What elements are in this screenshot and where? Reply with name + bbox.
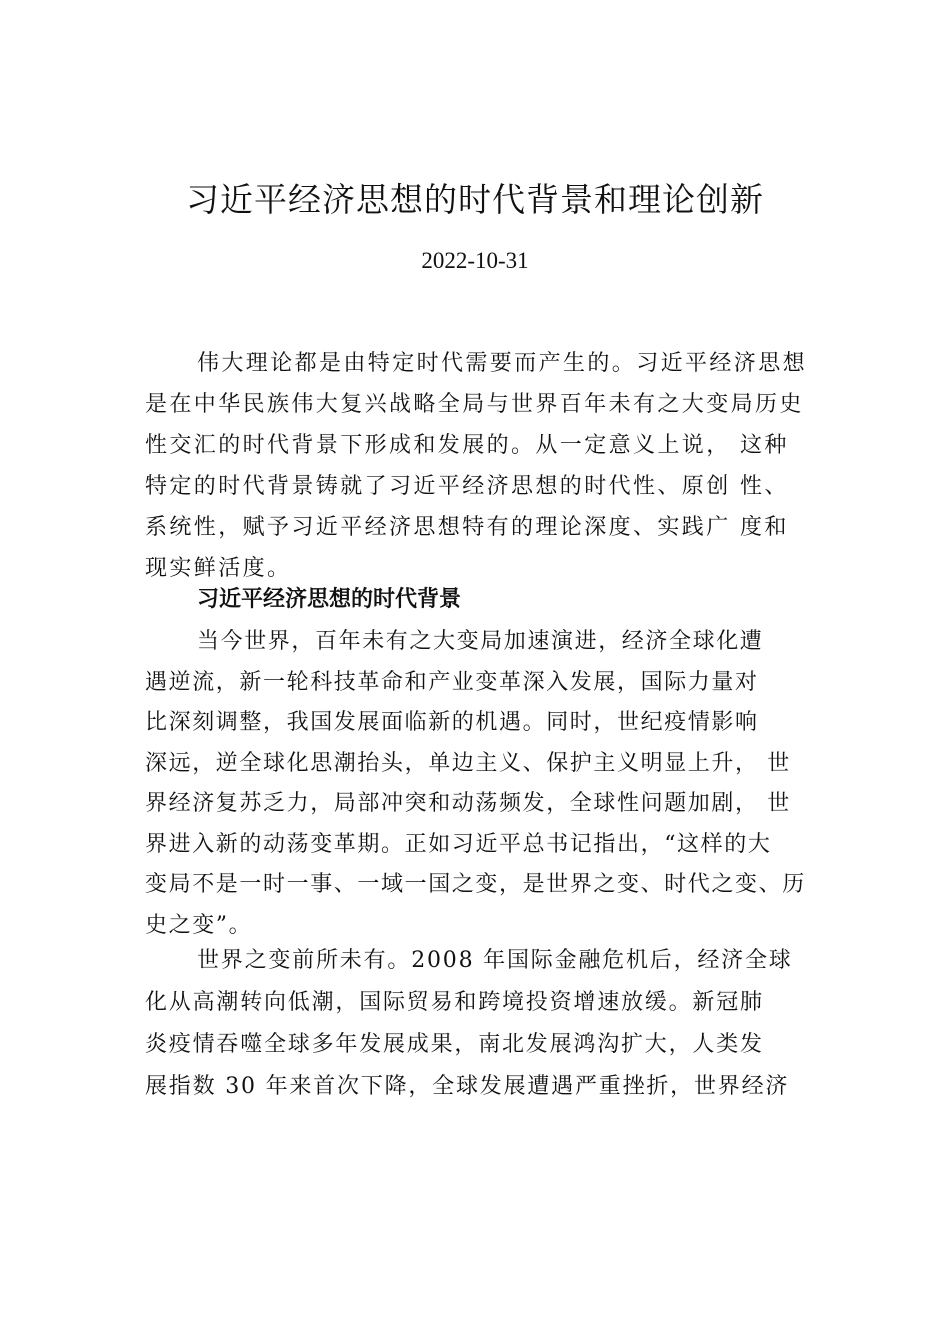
paragraph-line: 当今世界，百年未有之大变局加速演进，经济全球化遭 [197,629,764,654]
paragraph-line: 变局不是一时一事、一域一国之变，是世界之变、时代之变、历 [145,872,806,897]
paragraph-line: 伟大理论都是由特定时代需要而产生的。习近平经济思想 [197,351,808,376]
paragraph-line: 展指数 30 年来首次下降，全球发展遭遇严重挫折，世界经济 [145,1074,790,1099]
paragraph-line: 界进入新的动荡变革期。正如习近平总书记指出，“这样的大 [145,831,772,857]
paragraph-world-change [145,940,813,1108]
paragraph-line: 是在中华民族伟大复兴战略全局与世界百年未有之大变局历史 [145,392,804,417]
paragraph-line: 化从高潮转向低潮，国际贸易和跨境投资增速放缓。新冠肺 [145,990,764,1015]
paragraph-line: 特定的时代背景铸就了习近平经济思想的时代性、原创 性、 [145,474,789,499]
section-heading: 习近平经济思想的时代背景 [197,587,462,612]
paragraph-line: 深远，逆全球化思潮抬头，单边主义、保护主义明显上升， 世 [145,750,791,776]
paragraph-line: 性交汇的时代背景下形成和发展的。从一定意义上说， 这种 [145,433,789,458]
paragraph-line: 现实鲜活度。 [145,556,292,581]
paragraph-line: 比深刻调整，我国发展面临新的机遇。同时，世纪疫情影响 [145,710,759,735]
publish-date: 2022-10-31 [421,248,529,273]
paragraph-line: 系统性，赋予习近平经济思想特有的理论深度、实践广 度和 [145,515,789,540]
paragraph-line: 界经济复苏乏力，局部冲突和动荡频发，全球性问题加剧， 世 [145,791,791,816]
paragraph-line: 世界之变前所未有。2008 年国际金融危机后，经济全球 [197,948,793,973]
paragraph-line: 炎疫情吞噬全球多年发展成果，南北发展鸿沟扩大，人类发 [145,1032,764,1057]
paragraph-background [145,622,825,946]
page-title: 习近平经济思想的时代背景和理论创新 [186,180,764,219]
paragraph-line: 遇逆流，新一轮科技革命和产业变革深入发展，国际力量对 [145,669,759,695]
paragraph-line: 史之变”。 [145,912,253,938]
paragraph-intro [145,343,835,589]
